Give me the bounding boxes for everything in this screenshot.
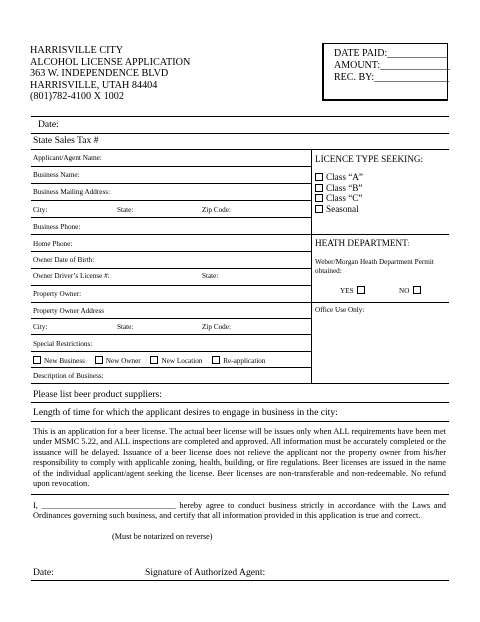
divider	[31, 383, 449, 384]
office-use-box	[322, 43, 451, 101]
licence-option-a[interactable]: Class “A”	[315, 172, 363, 183]
home-phone-field[interactable]: Home Phone:	[33, 240, 73, 248]
check-new-owner[interactable]: New Owner	[95, 357, 141, 365]
office-use-label: Office Use Only:	[315, 306, 365, 314]
header-block	[30, 45, 190, 103]
date-field[interactable]: Date:	[38, 119, 59, 130]
header-phone: (801)782-4100 X 1002	[30, 91, 124, 103]
divider	[31, 421, 449, 422]
amount-field[interactable]: AMOUNT:______________	[334, 59, 451, 71]
divider	[31, 217, 311, 218]
checkbox-icon[interactable]	[413, 286, 421, 294]
divider	[311, 302, 449, 303]
signature-field[interactable]: Signature of Authorized Agent:	[145, 567, 266, 578]
divider	[31, 268, 311, 269]
rec-by-field[interactable]: REC. BY:_______________	[334, 71, 450, 83]
checkbox-icon[interactable]	[315, 173, 323, 181]
divider	[31, 318, 311, 319]
checkbox-icon[interactable]	[315, 184, 323, 192]
header-city-state: HARRISVILLE, UTAH 84404	[30, 79, 158, 91]
divider	[31, 367, 311, 368]
property-owner-field[interactable]: Property Owner:	[33, 290, 82, 298]
state-sales-tax-field[interactable]: State Sales Tax #	[33, 135, 99, 146]
checkbox-icon[interactable]	[33, 356, 41, 364]
licence-options	[315, 172, 363, 214]
date-paid-field[interactable]: DATE PAID:____________	[334, 48, 448, 59]
notice-paragraph: This is an application for a beer license. The actual beer license will be issues only when ALL requirements have been met under MSMC 5.22, and ALL inspections are completed and approved. All information must be accurately completed or the issuance will be delayed. Issuance of a beer license does not relieve the applicant nor the property owner from his/her responsibility to comply with applicable zoning, health, building, or fire regulations. Beer licenses are issued in the name of the individual applicant/agent seeking the license. Beer licenses are non-transferable and non-redeemable. No refund upon revocation.	[33, 427, 446, 489]
check-new-location[interactable]: New Location	[150, 357, 202, 365]
checkbox-icon[interactable]	[95, 356, 103, 364]
divider	[31, 402, 449, 403]
owner-dl-state-field[interactable]: State:	[202, 272, 219, 280]
business-mailing-field[interactable]: Business Mailing Address:	[33, 188, 111, 196]
divider	[31, 334, 311, 335]
header-city: HARRISVILLE CITY	[30, 45, 124, 56]
health-permit-label: Weber/Morgan Heath Department Permit obtained:	[315, 258, 434, 275]
check-new-business[interactable]: New Business	[33, 357, 85, 365]
city2-field[interactable]: City:	[33, 323, 48, 331]
divider	[31, 166, 311, 167]
health-yes[interactable]: YES	[340, 286, 368, 295]
health-no[interactable]: NO	[399, 286, 424, 295]
agreement-paragraph: I, ________________________________ hereby agree to conduct business strictly in accordance with the Laws and Ordinances governing such business, and certify that all information provided in this application is true and correct.	[33, 501, 446, 521]
divider	[31, 580, 449, 581]
divider	[31, 494, 449, 495]
state2-field[interactable]: State:	[117, 323, 134, 331]
state-field[interactable]: State:	[117, 206, 134, 214]
checkbox-icon[interactable]	[212, 356, 220, 364]
checkbox-icon[interactable]	[315, 194, 323, 202]
divider	[31, 285, 311, 286]
licence-option-c[interactable]: Class “C”	[315, 193, 363, 204]
divider	[31, 116, 449, 117]
footer-date-field[interactable]: Date:	[33, 567, 54, 578]
special-restrictions-field[interactable]: Special Restrictions:	[33, 340, 93, 348]
health-dept-title: HEATH DEPARTMENT:	[315, 238, 410, 248]
length-of-time-field[interactable]: Length of time for which the applicant desires to engage in business in the city:	[33, 407, 338, 418]
divider	[31, 251, 311, 252]
notarized-note: (Must be notarized on reverse)	[112, 532, 213, 541]
business-name-field[interactable]: Business Name:	[33, 171, 80, 179]
column-divider	[311, 149, 312, 383]
header-address: 363 W. INDEPENDENCE BLVD	[30, 68, 169, 80]
licence-option-seasonal[interactable]: Seasonal	[315, 204, 363, 215]
checkbox-icon[interactable]	[357, 286, 365, 294]
licence-option-b[interactable]: Class “B”	[315, 183, 363, 194]
applicant-name-field[interactable]: Applicant/Agent Name:	[33, 154, 102, 162]
description-field[interactable]: Description of Business:	[33, 372, 104, 380]
city-field[interactable]: City:	[33, 206, 48, 214]
divider	[31, 133, 449, 134]
owner-dob-field[interactable]: Owner Date of Birth:	[33, 256, 95, 264]
divider	[311, 234, 449, 235]
suppliers-field[interactable]: Please list beer product suppliers:	[33, 389, 162, 400]
owner-dl-field[interactable]: Owner Driver’s License #:	[33, 272, 110, 280]
application-type-checks	[33, 356, 266, 365]
checkbox-icon[interactable]	[150, 356, 158, 364]
zip2-field[interactable]: Zip Code:	[202, 323, 231, 331]
licence-type-title: LICENCE TYPE SEEKING:	[315, 154, 424, 164]
divider	[31, 351, 311, 352]
divider	[31, 149, 449, 150]
divider	[31, 200, 311, 201]
property-owner-address-field[interactable]: Property Owner Address	[33, 307, 105, 315]
zip-field[interactable]: Zip Code:	[202, 206, 231, 214]
divider	[31, 183, 311, 184]
checkbox-icon[interactable]	[315, 205, 323, 213]
header-title: ALCOHOL LICENSE APPLICATION	[30, 56, 191, 68]
check-re-application[interactable]: Re-application	[212, 357, 265, 365]
business-phone-field[interactable]: Business Phone:	[33, 223, 81, 231]
